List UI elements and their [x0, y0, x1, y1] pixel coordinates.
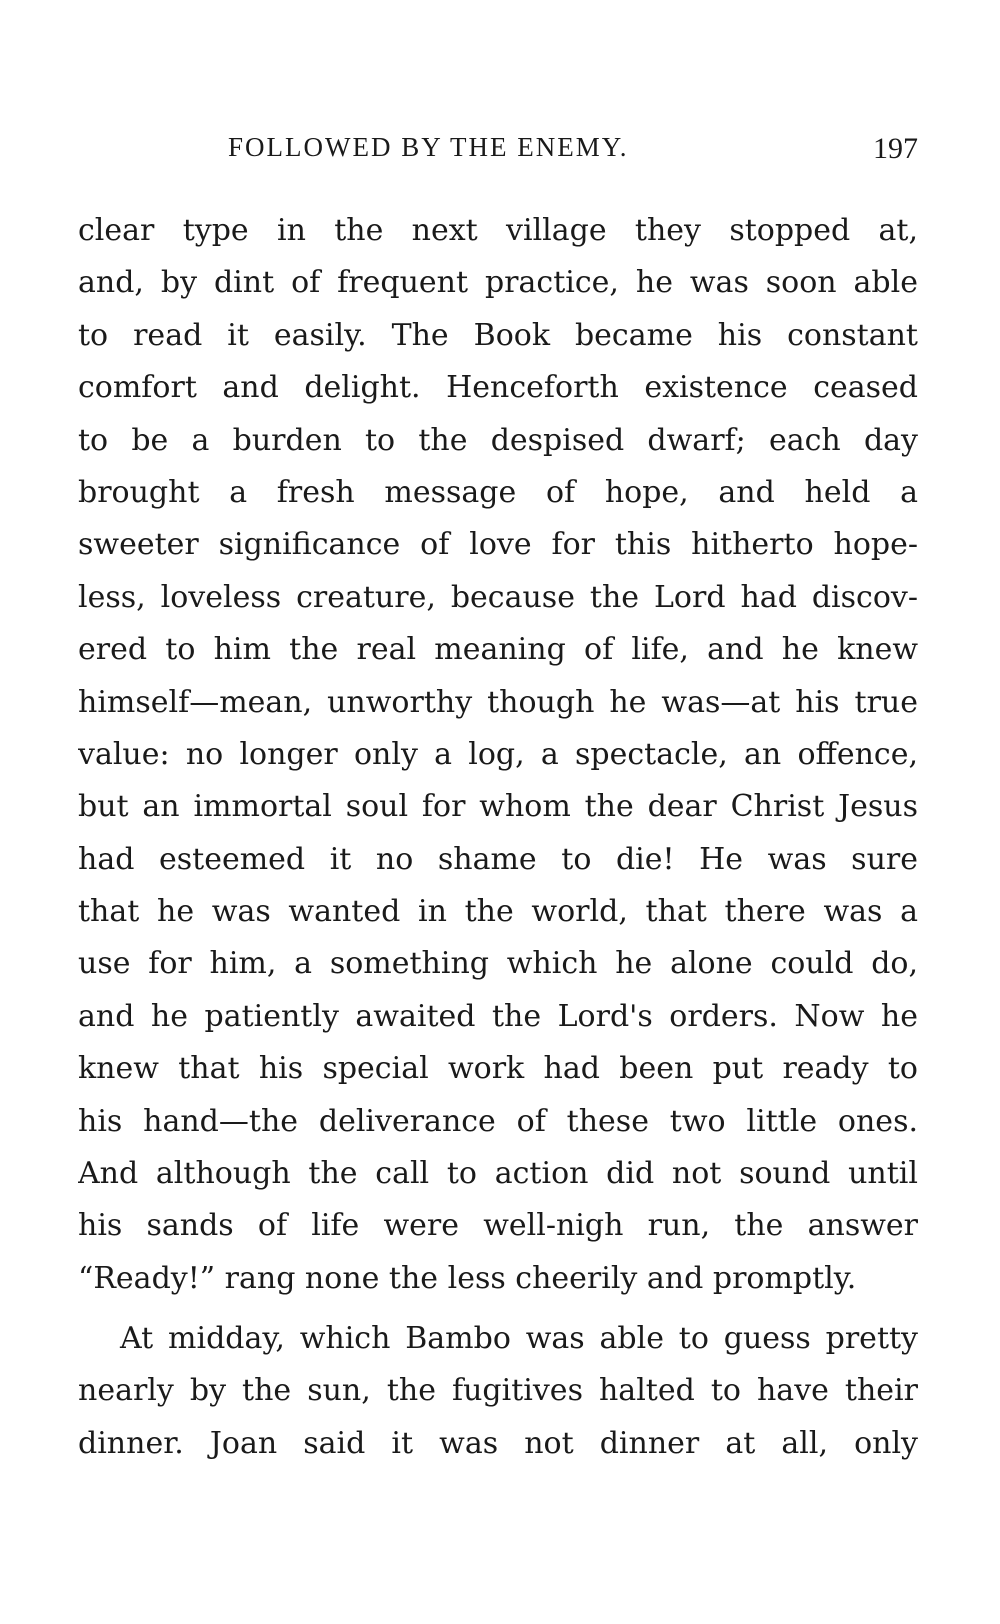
text-line: nearly by the sun, the fugitives halted to have their	[78, 1373, 918, 1409]
paragraph-1	[78, 205, 918, 1305]
text-line: use for him, a something which he alone could do,	[78, 946, 918, 982]
text-line: to be a burden to the despised dwarf; each day	[78, 422, 918, 458]
text-line: sweeter significance of love for this hitherto hope-	[78, 527, 918, 563]
text-line: comfort and delight. Henceforth existence ceased	[78, 370, 918, 406]
paragraph-2	[78, 1313, 918, 1470]
page-number: 197	[873, 132, 918, 165]
text-line: himself—mean, unworthy though he was—at his true	[78, 684, 918, 720]
page-header	[78, 132, 918, 172]
text-line: to read it easily. The Book became his constant	[78, 317, 918, 353]
text-line: dinner. Joan said it was not dinner at all, only	[78, 1425, 918, 1461]
text-line: his hand—the deliverance of these two little ones.	[78, 1103, 918, 1139]
text-line: clear type in the next village they stopped at,	[78, 213, 918, 248]
text-line: ered to him the real meaning of life, and he knew	[78, 632, 918, 668]
text-line: At midday, which Bambo was able to guess pretty	[120, 1321, 918, 1356]
text-line: knew that his special work had been put ready to	[78, 1051, 918, 1087]
text-line: had esteemed it no shame to die! He was sure	[78, 841, 918, 877]
text-line: but an immortal soul for whom the dear Christ Jesus	[78, 789, 918, 825]
text-line: and he patiently awaited the Lord's orders. Now he	[78, 998, 918, 1034]
text-line: brought a fresh message of hope, and held a	[78, 474, 918, 510]
text-line: less, loveless creature, because the Lord had discov-	[78, 579, 918, 615]
text-line: and, by dint of frequent practice, he was soon able	[78, 265, 918, 301]
text-line: “Ready!” rang none the less cheerily and promptly.	[78, 1260, 857, 1296]
text-line: his sands of life were well-nigh run, the answer	[78, 1208, 918, 1244]
text-line: value: no longer only a log, a spectacle, an offence,	[78, 736, 918, 772]
text-line: that he was wanted in the world, that there was a	[78, 894, 918, 930]
running-title: FOLLOWED BY THE ENEMY.	[228, 132, 629, 162]
text-line: And although the call to action did not sound until	[78, 1156, 918, 1192]
